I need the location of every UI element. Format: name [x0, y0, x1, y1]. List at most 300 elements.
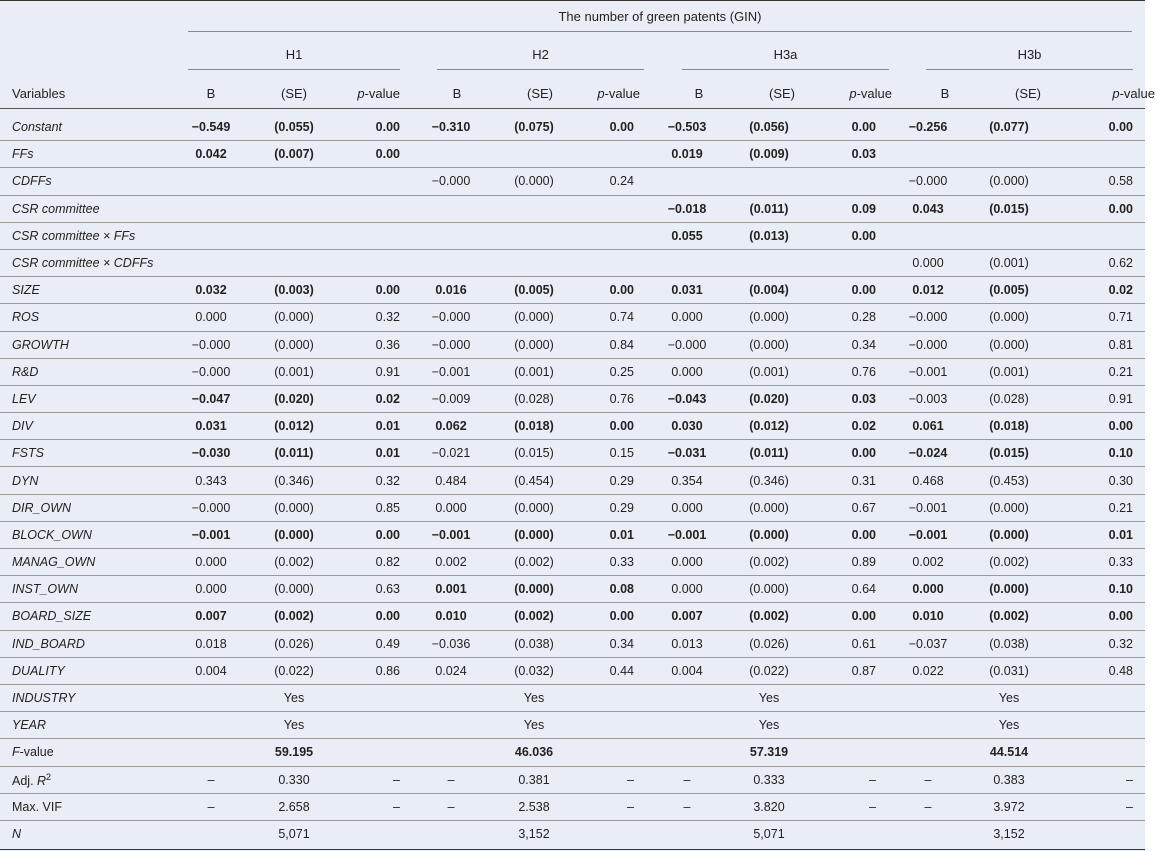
- variable-name: ROS: [12, 310, 40, 325]
- table-row: [0, 277, 1145, 304]
- summary-value: Yes: [523, 691, 545, 706]
- coef-se: (0.028): [514, 391, 554, 406]
- coef-b: −0.037: [908, 636, 948, 651]
- coef-pvalue: 0.01: [375, 419, 400, 434]
- coef-pvalue: 0.91: [1108, 391, 1133, 406]
- coef-pvalue: [338, 249, 412, 276]
- coef-pvalue: 0.36: [375, 337, 400, 352]
- variable-name: BOARD_SIZE: [12, 609, 92, 624]
- coef-se: (0.346): [274, 473, 314, 488]
- coef-se: (0.000): [274, 337, 314, 352]
- coef-se: (0.012): [274, 419, 314, 434]
- summary-value: 0.381: [518, 772, 550, 787]
- coef-pvalue: 0.33: [609, 555, 634, 570]
- coef-b: 0.024: [435, 663, 467, 678]
- summary-value: 44.514: [989, 745, 1029, 760]
- dash-cell: [412, 820, 490, 847]
- table-row: [0, 630, 1145, 657]
- coef-pvalue: [338, 222, 412, 249]
- dash-cell: [1050, 684, 1145, 711]
- coef-b: −0.000: [908, 174, 948, 189]
- dash-cell: –: [683, 772, 691, 787]
- coef-b: −0.000: [667, 337, 707, 352]
- table-row: [0, 249, 1145, 276]
- summary-value: 59.195: [274, 745, 314, 760]
- coef-se: [728, 249, 810, 276]
- coef-pvalue: 0.10: [1108, 582, 1133, 597]
- coef-b: 0.004: [671, 663, 703, 678]
- coef-se: (0.002): [749, 555, 789, 570]
- coef-se: (0.002): [989, 555, 1029, 570]
- coef-pvalue: 0.00: [1108, 419, 1133, 434]
- coef-se: [490, 195, 578, 222]
- dash-cell: –: [393, 772, 400, 787]
- coef-pvalue: 0.00: [1108, 201, 1133, 216]
- dash-cell: –: [447, 799, 455, 814]
- dash-cell: [810, 820, 888, 847]
- coef-b: 0.001: [435, 582, 467, 597]
- table-row: [0, 413, 1145, 440]
- coef-se: (0.015): [514, 446, 554, 461]
- coef-se: (0.015): [989, 446, 1029, 461]
- coef-pvalue: 0.15: [609, 446, 634, 461]
- coef-b: −0.003: [908, 391, 948, 406]
- coef-pvalue: 0.09: [851, 201, 876, 216]
- coef-b: 0.000: [671, 364, 703, 379]
- coef-pvalue: 0.24: [609, 174, 634, 189]
- variable-name: INST_OWN: [12, 582, 78, 597]
- group-h3b-line: [926, 69, 1133, 70]
- table-row: [0, 440, 1145, 467]
- table-row: [0, 549, 1145, 576]
- coef-se: (0.000): [514, 310, 554, 325]
- dash-cell: [1050, 712, 1145, 739]
- coef-se: [490, 141, 578, 168]
- coef-se: (0.453): [989, 473, 1029, 488]
- coef-se: (0.056): [749, 120, 789, 135]
- subheader-se: (SE): [281, 86, 307, 101]
- coef-pvalue: 0.64: [851, 582, 876, 597]
- coef-se: (0.002): [514, 555, 554, 570]
- coef-se: (0.001): [989, 256, 1029, 271]
- dash-cell: [578, 739, 646, 766]
- coef-b: [646, 249, 728, 276]
- table-row: [0, 195, 1145, 222]
- coef-se: [250, 249, 338, 276]
- group-h1-line: [188, 69, 400, 70]
- dash-cell: [412, 712, 490, 739]
- coef-se: (0.000): [989, 174, 1029, 189]
- coef-b: 0.012: [912, 283, 944, 298]
- title-underline: [188, 31, 1132, 32]
- dash-cell: [1050, 739, 1145, 766]
- coef-b: 0.007: [195, 609, 227, 624]
- coef-b: 0.468: [912, 473, 944, 488]
- coef-se: (0.000): [274, 500, 314, 515]
- summary-value: Yes: [283, 718, 305, 733]
- dash-cell: –: [447, 772, 455, 787]
- coef-b: 0.007: [671, 609, 703, 624]
- subheader-se: (SE): [1015, 86, 1041, 101]
- coef-pvalue: 0.82: [375, 555, 400, 570]
- coef-se: (0.012): [749, 419, 789, 434]
- coef-pvalue: [578, 141, 646, 168]
- coef-pvalue: [578, 195, 646, 222]
- coef-pvalue: 0.32: [375, 310, 400, 325]
- coef-b: [888, 141, 968, 168]
- coef-pvalue: 0.00: [609, 609, 634, 624]
- coef-pvalue: 0.02: [375, 391, 400, 406]
- variable-name: MANAG_OWN: [12, 555, 96, 570]
- coef-pvalue: [338, 195, 412, 222]
- coef-se: (0.055): [274, 120, 314, 135]
- coef-se: [968, 222, 1050, 249]
- coef-b: 0.000: [195, 555, 227, 570]
- coef-b: [646, 168, 728, 195]
- dash-cell: –: [207, 772, 215, 787]
- coef-pvalue: 0.61: [851, 636, 876, 651]
- coef-pvalue: 0.21: [1108, 364, 1133, 379]
- coef-se: (0.075): [514, 120, 554, 135]
- coef-se: (0.028): [989, 391, 1029, 406]
- coef-b: [888, 222, 968, 249]
- coef-se: (0.002): [514, 609, 554, 624]
- coef-b: [172, 222, 250, 249]
- subheader-se: (SE): [769, 86, 795, 101]
- coef-se: (0.007): [274, 147, 314, 162]
- coef-pvalue: 0.85: [375, 500, 400, 515]
- coef-se: (0.022): [749, 663, 789, 678]
- dash-cell: [578, 820, 646, 847]
- coef-b: −0.000: [191, 337, 231, 352]
- coef-b: 0.000: [671, 500, 703, 515]
- coef-pvalue: 0.00: [375, 147, 400, 162]
- summary-value: Yes: [283, 691, 305, 706]
- group-h3a-line: [682, 69, 889, 70]
- table-row: [0, 766, 1145, 793]
- variable-name: YEAR: [12, 718, 47, 733]
- summary-value: Yes: [998, 691, 1020, 706]
- coef-pvalue: [338, 168, 412, 195]
- variable-name: R&D: [12, 364, 39, 379]
- coef-pvalue: 0.89: [851, 555, 876, 570]
- variable-name: INDUSTRY: [12, 691, 76, 706]
- coef-b: −0.031: [667, 446, 707, 461]
- coef-pvalue: 0.86: [375, 663, 400, 678]
- coef-b: −0.001: [431, 364, 471, 379]
- coef-b: −0.001: [908, 527, 948, 542]
- coef-pvalue: 0.87: [851, 663, 876, 678]
- table-row: [0, 739, 1145, 766]
- coef-pvalue: 0.29: [609, 473, 634, 488]
- coef-b: 0.000: [912, 582, 944, 597]
- coef-pvalue: 0.71: [1108, 310, 1133, 325]
- variable-name: CSR committee: [12, 201, 100, 216]
- coef-se: (0.011): [274, 446, 314, 461]
- coef-se: (0.026): [749, 636, 789, 651]
- dash-cell: [888, 712, 968, 739]
- coef-pvalue: 0.00: [609, 419, 634, 434]
- coef-pvalue: 0.32: [375, 473, 400, 488]
- coef-se: (0.002): [989, 609, 1029, 624]
- table-row: [0, 684, 1145, 711]
- coef-se: (0.000): [989, 582, 1029, 597]
- coef-pvalue: 0.81: [1108, 337, 1133, 352]
- table-row: [0, 331, 1145, 358]
- coef-se: [250, 222, 338, 249]
- coef-pvalue: 0.00: [851, 120, 876, 135]
- coef-pvalue: [1050, 141, 1145, 168]
- variable-name: LEV: [12, 391, 36, 406]
- coef-b: [172, 249, 250, 276]
- coef-b: −0.000: [431, 337, 471, 352]
- table-body: [0, 114, 1145, 847]
- coef-b: −0.549: [191, 120, 231, 135]
- variable-name: CDFFs: [12, 174, 52, 189]
- coef-b: −0.001: [191, 527, 231, 542]
- subheader-pvalue: p-value: [597, 86, 640, 101]
- coef-b: 0.013: [671, 636, 703, 651]
- coef-se: [250, 195, 338, 222]
- coef-b: [172, 195, 250, 222]
- summary-value: 3.820: [753, 799, 785, 814]
- variable-name: SIZE: [12, 283, 40, 298]
- coef-se: (0.020): [749, 391, 789, 406]
- dash-cell: [888, 684, 968, 711]
- coef-se: (0.004): [749, 283, 789, 298]
- coef-b: 0.000: [671, 310, 703, 325]
- coef-se: (0.000): [989, 500, 1029, 515]
- dash-cell: [810, 739, 888, 766]
- table-row: [0, 793, 1145, 820]
- coef-pvalue: 0.00: [851, 527, 876, 542]
- coef-se: [728, 168, 810, 195]
- coef-b: −0.256: [908, 120, 948, 135]
- coef-b: 0.055: [671, 228, 703, 243]
- coef-pvalue: 0.74: [609, 310, 634, 325]
- coef-pvalue: 0.00: [1108, 609, 1133, 624]
- summary-value: 0.330: [278, 772, 310, 787]
- coef-pvalue: [810, 168, 888, 195]
- coef-se: (0.013): [749, 228, 789, 243]
- coef-b: −0.021: [431, 446, 471, 461]
- coef-b: 0.042: [195, 147, 227, 162]
- dash-cell: [888, 739, 968, 766]
- variable-name: DUALITY: [12, 663, 65, 678]
- summary-value: Yes: [758, 691, 780, 706]
- top-rule: [0, 0, 1145, 1]
- coef-se: (0.000): [514, 527, 554, 542]
- group-h1: H1: [285, 47, 303, 62]
- variables-header: Variables: [12, 86, 66, 101]
- coef-b: 0.002: [435, 555, 467, 570]
- coef-b: −0.001: [431, 527, 471, 542]
- coef-pvalue: 0.00: [609, 283, 634, 298]
- coef-b: 0.031: [195, 419, 227, 434]
- coef-se: (0.018): [514, 419, 554, 434]
- coef-b: 0.010: [435, 609, 467, 624]
- dash-cell: [338, 684, 412, 711]
- dash-cell: –: [627, 772, 634, 787]
- dash-cell: –: [393, 799, 400, 814]
- coef-b: [172, 168, 250, 195]
- coef-b: 0.484: [435, 473, 467, 488]
- coef-pvalue: 0.01: [609, 527, 634, 542]
- coef-pvalue: 0.84: [609, 337, 634, 352]
- subheader-pvalue: p-value: [357, 86, 400, 101]
- coef-b: −0.000: [908, 337, 948, 352]
- coef-se: (0.000): [514, 337, 554, 352]
- dash-cell: [338, 739, 412, 766]
- coef-pvalue: 0.33: [1108, 555, 1133, 570]
- summary-value: 0.333: [753, 772, 785, 787]
- coef-b: 0.032: [195, 283, 227, 298]
- coef-se: (0.000): [274, 310, 314, 325]
- coef-se: (0.000): [274, 527, 314, 542]
- variable-name: CSR committee × FFs: [12, 228, 136, 243]
- coef-b: −0.000: [191, 364, 231, 379]
- coef-b: 0.000: [435, 500, 467, 515]
- variable-name: DIR_OWN: [12, 500, 72, 515]
- dash-cell: –: [207, 799, 215, 814]
- coef-pvalue: [1050, 222, 1145, 249]
- coef-b: 0.022: [912, 663, 944, 678]
- coef-pvalue: 0.02: [851, 419, 876, 434]
- coef-pvalue: 0.34: [851, 337, 876, 352]
- summary-value: 3.972: [993, 799, 1025, 814]
- coef-b: −0.043: [667, 391, 707, 406]
- coef-se: (0.000): [514, 500, 554, 515]
- coef-pvalue: 0.01: [375, 446, 400, 461]
- coef-pvalue: 0.00: [375, 283, 400, 298]
- coef-pvalue: 0.28: [851, 310, 876, 325]
- coef-b: −0.018: [667, 201, 707, 216]
- coef-se: (0.000): [749, 527, 789, 542]
- dash-cell: [646, 739, 728, 766]
- subheader-b: B: [694, 86, 704, 101]
- coef-se: (0.001): [274, 364, 314, 379]
- coef-pvalue: 0.32: [1108, 636, 1133, 651]
- dash-cell: [888, 820, 968, 847]
- table-title: The number of green patents (GIN): [558, 9, 762, 24]
- summary-value: Yes: [998, 718, 1020, 733]
- variable-name: DIV: [12, 419, 33, 434]
- subheader-b: B: [206, 86, 216, 101]
- coef-b: −0.000: [908, 310, 948, 325]
- coef-b: −0.503: [667, 120, 707, 135]
- coef-b: −0.000: [191, 500, 231, 515]
- coef-b: −0.036: [431, 636, 471, 651]
- coef-se: [490, 222, 578, 249]
- coef-se: (0.000): [274, 582, 314, 597]
- coef-se: (0.009): [749, 147, 789, 162]
- dash-cell: [578, 684, 646, 711]
- table-row: [0, 141, 1145, 168]
- coef-b: 0.354: [671, 473, 703, 488]
- table-row: [0, 712, 1145, 739]
- dash-cell: [412, 739, 490, 766]
- table-row: [0, 114, 1145, 141]
- coef-b: −0.024: [908, 446, 948, 461]
- coef-se: (0.001): [989, 364, 1029, 379]
- coef-pvalue: 0.76: [609, 391, 634, 406]
- table-row: [0, 657, 1145, 684]
- coef-pvalue: 0.00: [851, 609, 876, 624]
- coef-b: [412, 249, 490, 276]
- coef-b: 0.062: [435, 419, 467, 434]
- coef-pvalue: 0.49: [375, 636, 400, 651]
- coef-b: 0.043: [912, 201, 944, 216]
- coef-se: (0.005): [989, 283, 1029, 298]
- dash-cell: [810, 712, 888, 739]
- coef-se: (0.000): [514, 174, 554, 189]
- dash-cell: [646, 684, 728, 711]
- coef-se: (0.000): [749, 337, 789, 352]
- coef-b: −0.001: [667, 527, 707, 542]
- coef-se: [490, 249, 578, 276]
- table-row: [0, 820, 1145, 847]
- coef-se: (0.011): [749, 446, 789, 461]
- table-row: [0, 576, 1145, 603]
- coef-b: 0.030: [671, 419, 703, 434]
- variable-name: Constant: [12, 120, 63, 135]
- coef-se: (0.022): [274, 663, 314, 678]
- coef-pvalue: 0.62: [1108, 256, 1133, 271]
- coef-pvalue: 0.03: [851, 391, 876, 406]
- subheader-pvalue: p-value: [849, 86, 892, 101]
- coef-se: (0.000): [749, 310, 789, 325]
- coef-b: 0.019: [671, 147, 703, 162]
- dash-cell: –: [869, 799, 876, 814]
- coef-b: 0.000: [671, 555, 703, 570]
- coef-pvalue: 0.76: [851, 364, 876, 379]
- coef-se: (0.000): [989, 337, 1029, 352]
- subheader-pvalue: p-value: [1112, 86, 1155, 101]
- coef-b: 0.343: [195, 473, 227, 488]
- subheader-b: B: [452, 86, 462, 101]
- summary-value: 5,071: [753, 826, 785, 841]
- coef-se: (0.000): [514, 582, 554, 597]
- dash-cell: [1050, 820, 1145, 847]
- coef-pvalue: 0.21: [1108, 500, 1133, 515]
- coef-se: (0.015): [989, 201, 1029, 216]
- coef-pvalue: 0.34: [609, 636, 634, 651]
- dash-cell: [172, 820, 250, 847]
- coef-b: 0.000: [195, 310, 227, 325]
- coef-pvalue: 0.00: [375, 120, 400, 135]
- coef-pvalue: 0.00: [851, 283, 876, 298]
- summary-value: 5,071: [278, 826, 310, 841]
- bottom-rule: [0, 849, 1145, 850]
- table-row: [0, 494, 1145, 521]
- table-row: [0, 168, 1145, 195]
- variable-name: GROWTH: [12, 337, 69, 352]
- coef-b: −0.001: [908, 364, 948, 379]
- dash-cell: [810, 684, 888, 711]
- coef-b: 0.061: [912, 419, 944, 434]
- dash-cell: –: [924, 772, 932, 787]
- dash-cell: –: [924, 799, 932, 814]
- variable-name: F-value: [12, 745, 54, 760]
- coef-b: 0.004: [195, 663, 227, 678]
- table-row: [0, 467, 1145, 494]
- dash-cell: [412, 684, 490, 711]
- coef-b: 0.000: [195, 582, 227, 597]
- variable-name: Max. VIF: [12, 799, 63, 814]
- dash-cell: [172, 739, 250, 766]
- summary-value: 46.036: [514, 745, 554, 760]
- coef-pvalue: 0.25: [609, 364, 634, 379]
